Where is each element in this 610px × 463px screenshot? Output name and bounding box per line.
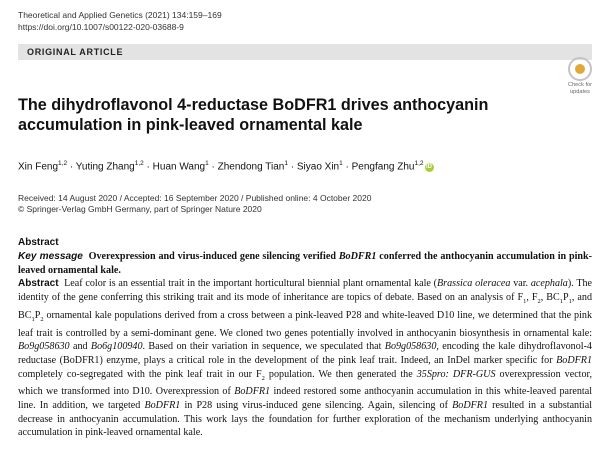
- journal-citation: Theoretical and Applied Genetics (2021) 134:159–169: [18, 10, 222, 20]
- publication-dates: Received: 14 August 2020 / Accepted: 16 September 2020 / Published online: 4 October 2020: [18, 193, 372, 203]
- check-for-updates-badge[interactable]: [564, 57, 596, 95]
- abstract-text: Abstract Leaf color is an essential trait in the important horticultural biennial plant ornamental kale (Brassica oleracea var. acephala). The identity of the gene conferring this striking trait and its mode of inheritance are topics of debate. Based on an analysis of $F_1$, $F_2$, $BC_1P_1$, and $BC_1P_2$ ornamental kale populations derived from a cross between a pink-leaved P28 and white-leaved D10 line, we determined that the pink leaf trait is controlled by a semi-dominant gene. We cloned two genes potentially involved in anthocyanin biosynthesis in ornamental kale: Bo9g058630 and Bo6g100940. Based on their variation in sequence, we speculated that Bo9g058630, encoding the kale dihydroflavonol-4 reductase (BoDFR1) enzyme, plays a critical role in the development of the pink leaf trait. Indeed, an InDel marker specific for BoDFR1 completely co-segregated with the pink leaf trait in our $F_2$ population. We then generated the 35Spro: DFR-GUS overexpression vector, which we transformed into D10. Overexpression of BoDFR1 indeed restored some anthocyanin accumulation in this white-leaved parental line. In addition, we targeted BoDFR1 in P28 using virus-induced gene silencing. Again, silencing of BoDFR1 resulted in a substantial decrease in anthocyanin accumulation. This work lays the foundation for further exploration of the mechanism underlying anthocyanin accumulation in pink-leaved ornamental kale.: [18, 278, 593, 439]
- article-type-label: ORIGINAL ARTICLE: [27, 47, 124, 57]
- check-updates-text: Check for updates: [568, 82, 592, 95]
- author-name[interactable]: Xin Feng: [18, 161, 59, 173]
- abstract-body: [18, 250, 592, 440]
- check-updates-icon: [568, 57, 592, 81]
- doi-link[interactable]: https://doi.org/10.1007/s00122-020-03688-9: [18, 22, 184, 32]
- abstract-heading: Abstract: [18, 237, 59, 248]
- author-name[interactable]: Siyao Xin: [296, 161, 340, 173]
- orcid-icon[interactable]: iD: [426, 164, 432, 171]
- author-name[interactable]: Huan Wang: [152, 161, 206, 173]
- author-name[interactable]: Yuting Zhang: [75, 161, 135, 173]
- key-message: Key message Overexpression and virus-induced gene silencing verified BoDFR1 conferred the anthocyanin accumulation in pink-leaved ornamental kale.: [18, 251, 593, 276]
- author-name[interactable]: Zhendong Tian: [217, 161, 285, 173]
- key-message-label: Key message: [18, 251, 83, 262]
- author-list: Xin Feng$^{1,2}$ · Yuting Zhang$^{1,2}$ · Huan Wang$^1$ · Zhendong Tian$^1$ · Siyao Xin$^1$ · Pengfang Zhu$^{1,2}$iD: [18, 160, 432, 173]
- author-name[interactable]: Pengfang Zhu: [351, 161, 415, 173]
- article-title: The dihydroflavonol 4-reductase BoDFR1 drives anthocyanin accumulation in pink-leaved ornamental kale: [18, 96, 489, 134]
- copyright-notice: © Springer-Verlag GmbH Germany, part of Springer Nature 2020: [18, 204, 262, 214]
- abstract-label: Abstract: [18, 278, 59, 290]
